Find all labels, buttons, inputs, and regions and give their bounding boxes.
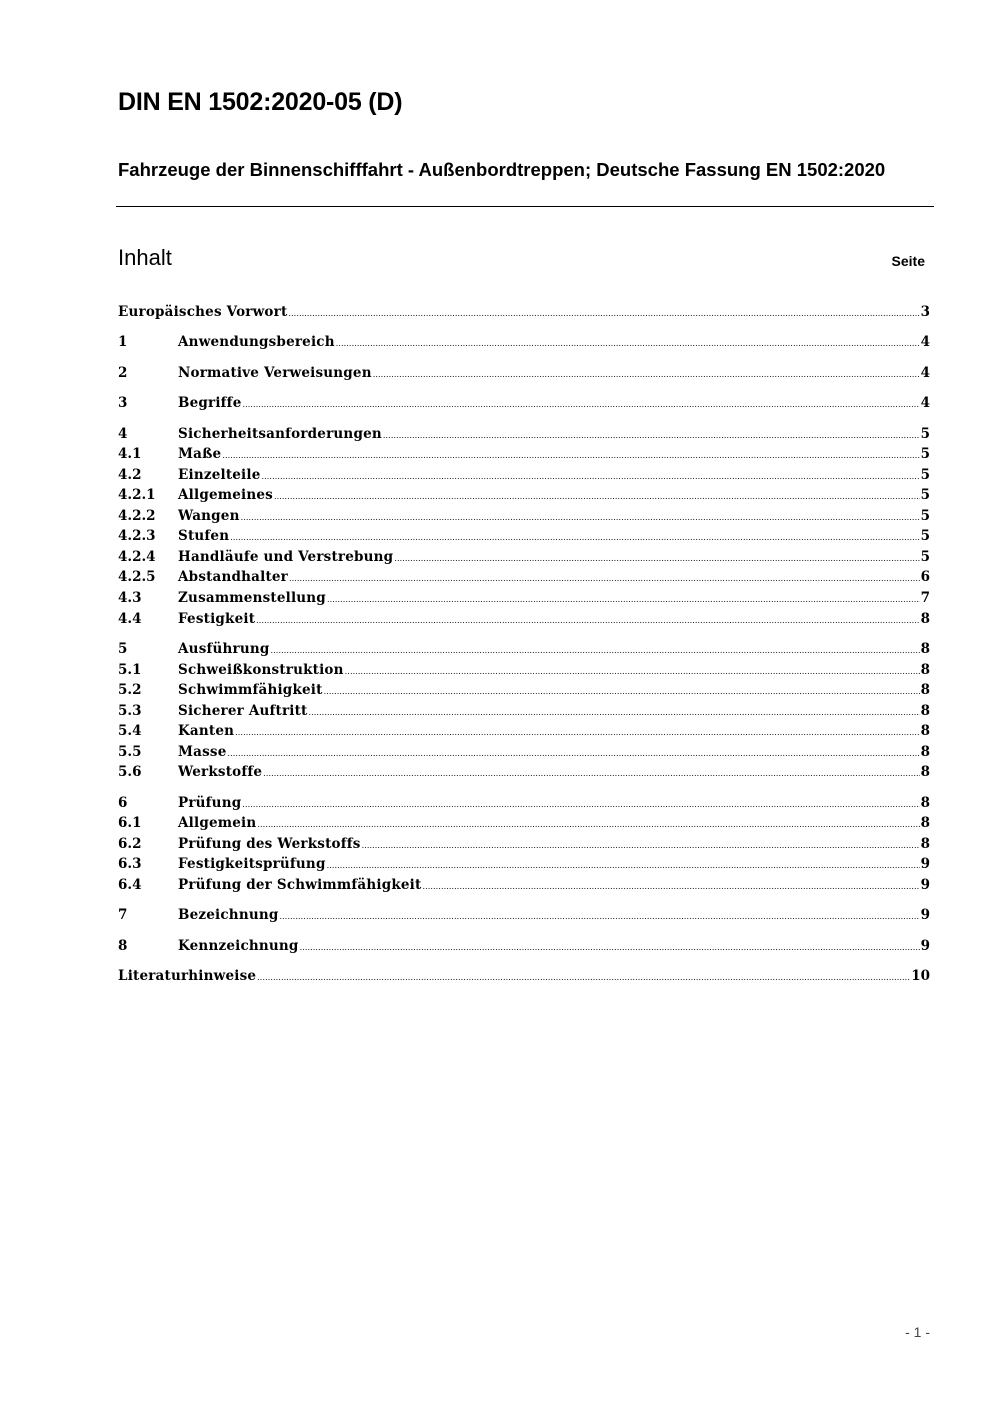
toc-entry-number: 4.1 — [118, 446, 142, 462]
toc-entry[interactable] — [118, 485, 930, 505]
toc-entry-label: Begriffe — [178, 395, 242, 411]
toc-leader-dots — [280, 905, 920, 927]
toc-entry-number: 4.4 — [118, 611, 142, 627]
toc-entry[interactable] — [118, 567, 930, 587]
toc-entry[interactable] — [118, 742, 930, 762]
toc-entry-number: 6.3 — [118, 856, 142, 872]
toc-entry[interactable] — [118, 588, 930, 608]
toc-entry-number: 8 — [118, 938, 128, 954]
toc-entry[interactable] — [118, 936, 930, 956]
toc-entry[interactable] — [118, 854, 930, 874]
toc-entry-number: 5 — [118, 641, 128, 657]
toc-leader-dots — [362, 834, 920, 856]
toc-entry-label: Abstandhalter — [178, 569, 288, 585]
toc-leader-dots — [422, 875, 919, 897]
toc-entry-label: Allgemein — [178, 815, 257, 831]
toc-leader-dots — [230, 526, 919, 548]
toc-entry[interactable] — [118, 639, 930, 659]
toc-entry-page: 8 — [920, 723, 930, 739]
toc-entry-number: 4.2.3 — [118, 528, 156, 544]
toc-entry-page: 6 — [920, 569, 930, 585]
toc-entry-label: Bezeichnung — [178, 907, 279, 923]
toc-entry-page: 5 — [920, 426, 930, 442]
toc-entry[interactable] — [118, 701, 930, 721]
toc-entry[interactable] — [118, 393, 930, 413]
document-subtitle: Fahrzeuge der Binnenschifffahrt - Außenbordtreppen; Deutsche Fassung EN 1502:2020 — [118, 159, 886, 180]
toc-entry-foreword[interactable] — [118, 302, 930, 322]
page-number: - 1 - — [905, 1324, 930, 1340]
toc-leader-dots — [327, 854, 920, 876]
toc-entry-number: 2 — [118, 365, 128, 381]
toc-entry-page: 5 — [920, 508, 930, 524]
toc-entry-label: Kennzeichnung — [178, 938, 299, 954]
toc-entry[interactable] — [118, 813, 930, 833]
toc-entry-page: 9 — [920, 856, 930, 872]
toc-entry[interactable] — [118, 465, 930, 485]
toc-entry-label: Kanten — [178, 723, 235, 739]
toc-entry-label: Prüfung — [178, 795, 242, 811]
toc-entry[interactable] — [118, 680, 930, 700]
toc-entry-page: 7 — [920, 590, 930, 606]
toc-entry-number: 6 — [118, 795, 128, 811]
toc-entry-page: 9 — [920, 907, 930, 923]
toc-leader-dots — [242, 793, 919, 815]
toc-leader-dots — [235, 721, 919, 743]
toc-heading: Inhalt — [118, 245, 172, 270]
toc-entry-page: 5 — [920, 446, 930, 462]
toc-entry-number: 5.1 — [118, 662, 142, 678]
toc-leader-dots — [327, 588, 920, 610]
toc-entry-number: 6.2 — [118, 836, 142, 852]
toc-entry-page: 5 — [920, 528, 930, 544]
toc-entry-label: Anwendungsbereich — [178, 334, 335, 350]
toc-entry-page: 10 — [911, 968, 930, 984]
toc-entry-page: 3 — [920, 304, 930, 320]
toc-entry-label: Maße — [178, 446, 222, 462]
toc-entry-label: Europäisches Vorwort — [118, 304, 288, 320]
toc-entry[interactable] — [118, 793, 930, 813]
toc-entry-number: 6.4 — [118, 877, 142, 893]
toc-entry-page: 5 — [920, 549, 930, 565]
toc-leader-dots — [274, 485, 920, 507]
toc-entry-label: Sicherer Auftritt — [178, 703, 308, 719]
toc-entry-label: Einzelteile — [178, 467, 261, 483]
toc-entry-number: 4.2.2 — [118, 508, 156, 524]
toc-entry-number: 5.3 — [118, 703, 142, 719]
toc-leader-dots — [288, 302, 919, 324]
toc-leader-dots — [324, 680, 920, 702]
toc-entry-page: 8 — [920, 611, 930, 627]
toc-page-column-heading: Seite — [891, 253, 925, 269]
toc-entry-number: 4.3 — [118, 590, 142, 606]
toc-leader-dots — [242, 393, 919, 415]
title-divider — [116, 206, 934, 207]
toc-entry-label: Werkstoffe — [178, 764, 263, 780]
toc-entry-label: Normative Verweisungen — [178, 365, 372, 381]
toc-entry-page: 4 — [920, 395, 930, 411]
toc-entry-label: Wangen — [178, 508, 240, 524]
toc-entry-number: 5.5 — [118, 744, 142, 760]
toc-leader-dots — [271, 639, 920, 661]
toc-leader-dots — [394, 547, 919, 569]
toc-entry-page: 4 — [920, 365, 930, 381]
toc-entry-number: 7 — [118, 907, 128, 923]
toc-leader-dots — [257, 966, 910, 988]
toc-entry-page: 8 — [920, 815, 930, 831]
toc-entry-bibliography[interactable] — [118, 966, 930, 986]
toc-leader-dots — [227, 742, 919, 764]
toc-entry-number: 6.1 — [118, 815, 142, 831]
toc-entry-label: Stufen — [178, 528, 230, 544]
toc-entry-label: Ausführung — [178, 641, 270, 657]
toc-entry-number: 5.2 — [118, 682, 142, 698]
toc-entry[interactable] — [118, 444, 930, 464]
toc-entry-page: 8 — [920, 744, 930, 760]
document-title: DIN EN 1502:2020-05 (D) — [118, 88, 403, 116]
toc-entry[interactable] — [118, 526, 930, 546]
toc-entry[interactable] — [118, 875, 930, 895]
toc-entry-label: Literaturhinweise — [118, 968, 257, 984]
toc-entry-label: Schwimmfähigkeit — [178, 682, 323, 698]
toc-leader-dots — [373, 363, 920, 385]
toc-leader-dots — [300, 936, 920, 958]
toc-entry-label: Allgemeines — [178, 487, 273, 503]
toc-leader-dots — [241, 506, 920, 528]
toc-entry-page: 5 — [920, 487, 930, 503]
toc-leader-dots — [262, 465, 920, 487]
toc-entry[interactable] — [118, 660, 930, 680]
toc-entry-page: 8 — [920, 641, 930, 657]
toc-entry-number: 3 — [118, 395, 128, 411]
toc-entry[interactable] — [118, 332, 930, 352]
toc-entry[interactable] — [118, 547, 930, 567]
toc-entry-number: 5.6 — [118, 764, 142, 780]
toc-entry-number: 4 — [118, 426, 128, 442]
toc-leader-dots — [383, 424, 920, 446]
toc-leader-dots — [345, 660, 920, 682]
toc-entry-label: Zusammenstellung — [178, 590, 326, 606]
toc-entry[interactable] — [118, 905, 930, 925]
toc-entry[interactable] — [118, 834, 930, 854]
toc-entry-label: Festigkeit — [178, 611, 256, 627]
toc-entry[interactable] — [118, 424, 930, 444]
toc-entry-page: 8 — [920, 682, 930, 698]
toc-entry-number: 4.2.5 — [118, 569, 156, 585]
toc-entry-page: 5 — [920, 467, 930, 483]
toc-entry-label: Masse — [178, 744, 227, 760]
toc-leader-dots — [308, 701, 919, 723]
toc-leader-dots — [257, 813, 919, 835]
toc-entry-number: 4.2.1 — [118, 487, 156, 503]
toc-entry-page: 8 — [920, 795, 930, 811]
toc-entry-page: 8 — [920, 836, 930, 852]
toc-leader-dots — [289, 567, 920, 589]
toc-entry-page: 9 — [920, 938, 930, 954]
toc-entry-page: 8 — [920, 703, 930, 719]
toc-entry-number: 1 — [118, 334, 128, 350]
toc-entry-page: 8 — [920, 764, 930, 780]
toc-leader-dots — [256, 609, 919, 631]
toc-entry[interactable] — [118, 609, 930, 629]
toc-entry-label: Prüfung des Werkstoffs — [178, 836, 361, 852]
toc-leader-dots — [222, 444, 919, 466]
toc-entry-page: 4 — [920, 334, 930, 350]
toc-leader-dots — [336, 332, 920, 354]
toc-leader-dots — [263, 762, 919, 784]
toc-entry-label: Handläufe und Verstrebung — [178, 549, 394, 565]
toc-entry-label: Sicherheitsanforderungen — [178, 426, 382, 442]
toc-entry-number: 5.4 — [118, 723, 142, 739]
toc-entry-label: Prüfung der Schwimmfähigkeit — [178, 877, 422, 893]
toc-entry[interactable] — [118, 506, 930, 526]
toc-entry[interactable] — [118, 721, 930, 741]
toc-entry-number: 4.2 — [118, 467, 142, 483]
toc-entry-label: Festigkeitsprüfung — [178, 856, 326, 872]
toc-entry-page: 8 — [920, 662, 930, 678]
toc-entry[interactable] — [118, 363, 930, 383]
toc-entry-page: 9 — [920, 877, 930, 893]
toc-entry[interactable] — [118, 762, 930, 782]
toc-entry-number: 4.2.4 — [118, 549, 156, 565]
toc-entry-label: Schweißkonstruktion — [178, 662, 344, 678]
